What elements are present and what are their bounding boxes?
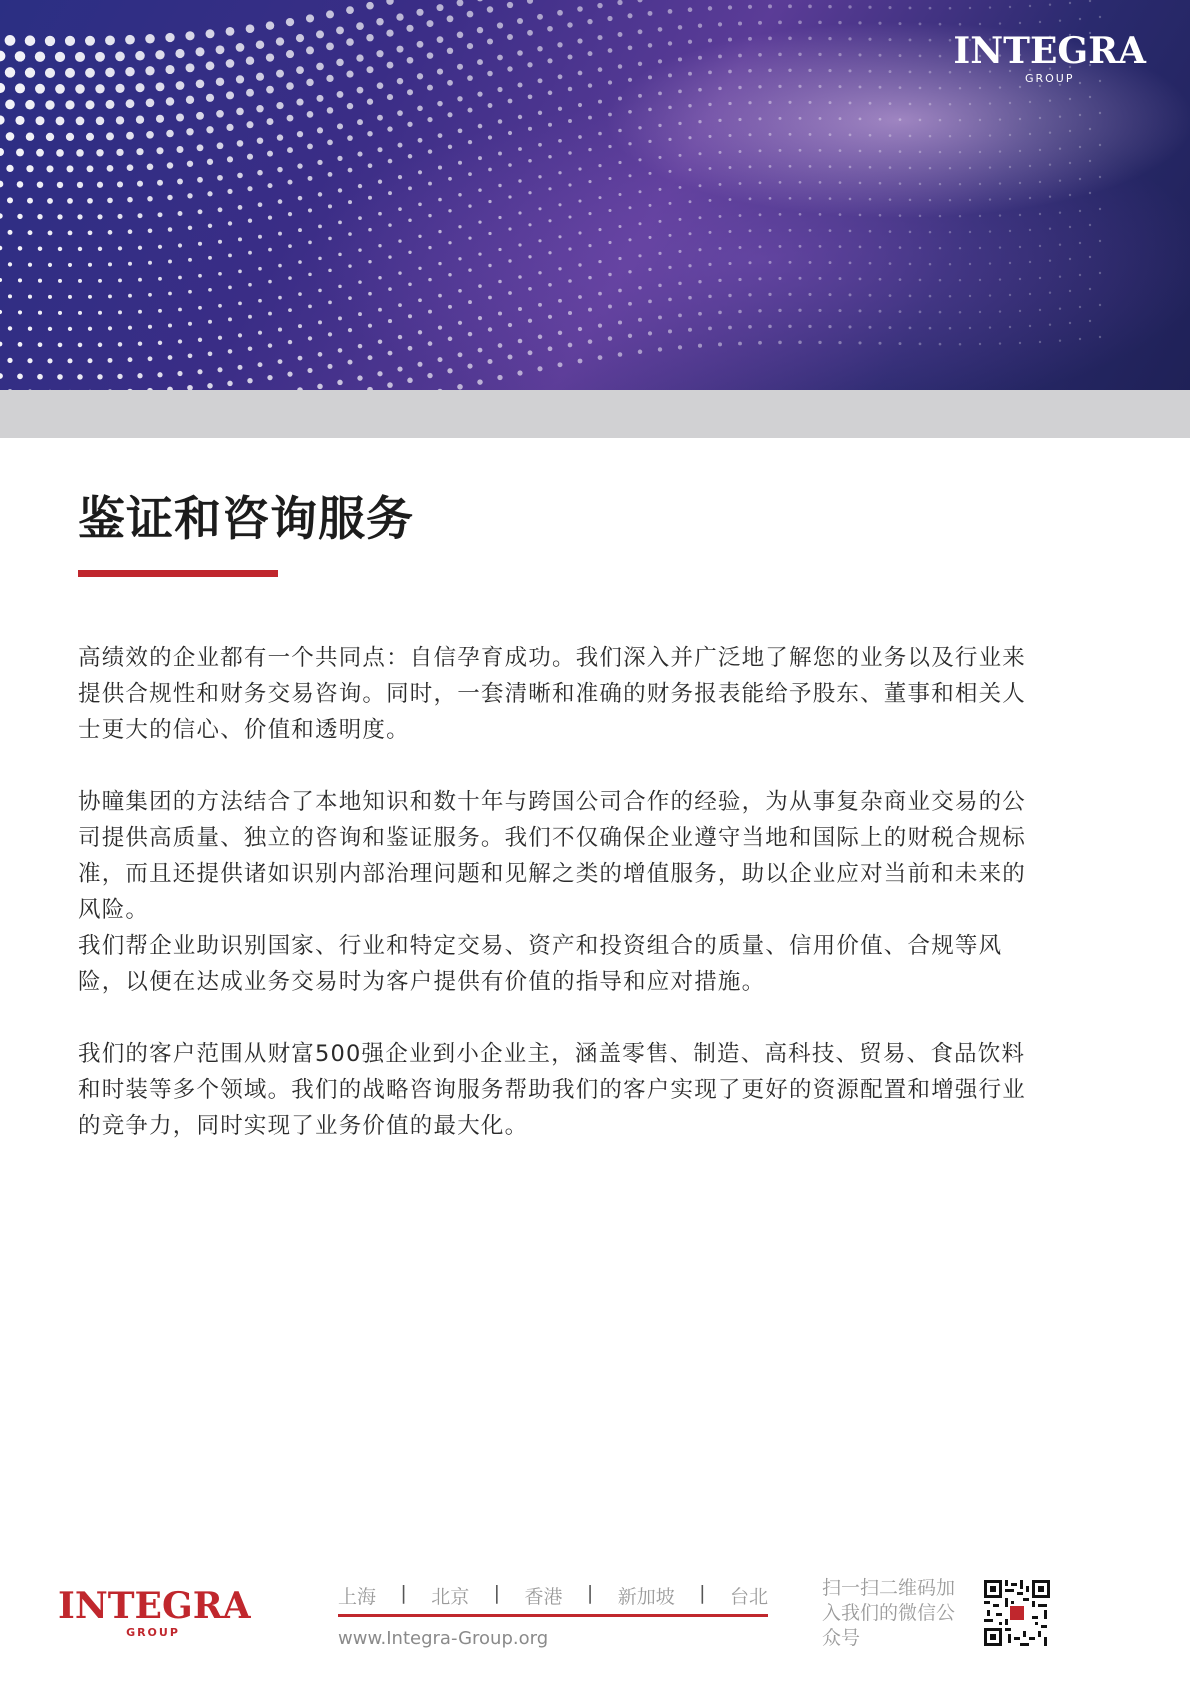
- office-cities: [338, 1582, 768, 1617]
- title-underline: [78, 570, 278, 577]
- paragraph-intro: 高绩效的企业都有一个共同点：自信孕育成功。我们深入并广泛地了解您的业务以及行业来提供合规性和财务交易咨询。同时，一套清晰和准确的财务报表能给予股东、董事和相关人士更大的信心、价值和透明度。: [78, 645, 1027, 743]
- city-separator: |: [493, 1582, 501, 1604]
- city-beijing: 北京: [431, 1586, 470, 1608]
- footer-logo-word: INTEGRA: [58, 1585, 251, 1627]
- paragraph-risk: 我们帮企业助识别国家、行业和特定交易、资产和投资组合的质量、信用价值、合规等风险，以便在达成业务交易时为客户提供有价值的指导和应对措施。: [78, 933, 1003, 995]
- body-text: [78, 640, 1038, 1144]
- website-link[interactable]: www.Integra-Group.org: [338, 1628, 549, 1649]
- footer-logo-sub: GROUP: [126, 1626, 180, 1639]
- grey-divider-band: [0, 390, 1190, 438]
- footer-logo[interactable]: [58, 1585, 251, 1639]
- footer: [0, 1560, 1190, 1683]
- paragraph-approach: 协瞳集团的方法结合了本地知识和数十年与跨国公司合作的经验，为从事复杂商业交易的公司提供高质量、独立的咨询和鉴证服务。我们不仅确保企业遵守当地和国际上的财税合规标准，而且还提供诸如识别内部治理问题和见解之类的增值服务，助以企业应对当前和未来的风险。: [78, 789, 1027, 923]
- city-separator: |: [699, 1582, 706, 1604]
- paragraph-clients: 我们的客户范围从财富500强企业到小企业主，涵盖零售、制造、高科技、贸易、食品饮料和时装等多个领域。我们的战略咨询服务帮助我们的客户实现了更好的资源配置和增强行业的竞争力，同时实现了业务价值的最大化。: [78, 1041, 1027, 1139]
- header-logo-word: INTEGRA: [953, 30, 1146, 72]
- city-singapore: 新加坡: [617, 1586, 675, 1608]
- header-logo[interactable]: [953, 30, 1146, 85]
- qr-caption: 扫一扫二维码加入我们的微信公众号: [822, 1577, 956, 1649]
- header-logo-sub: GROUP: [1024, 72, 1075, 85]
- city-separator: |: [400, 1582, 407, 1604]
- city-taipei: 台北: [729, 1586, 768, 1608]
- hero-banner: [0, 0, 1190, 390]
- city-separator: |: [586, 1582, 594, 1604]
- city-shanghai: 上海: [338, 1586, 377, 1608]
- city-hongkong: 香港: [524, 1586, 563, 1608]
- qr-code-icon[interactable]: [984, 1580, 1050, 1646]
- page-title: 鉴证和咨询服务: [78, 492, 414, 547]
